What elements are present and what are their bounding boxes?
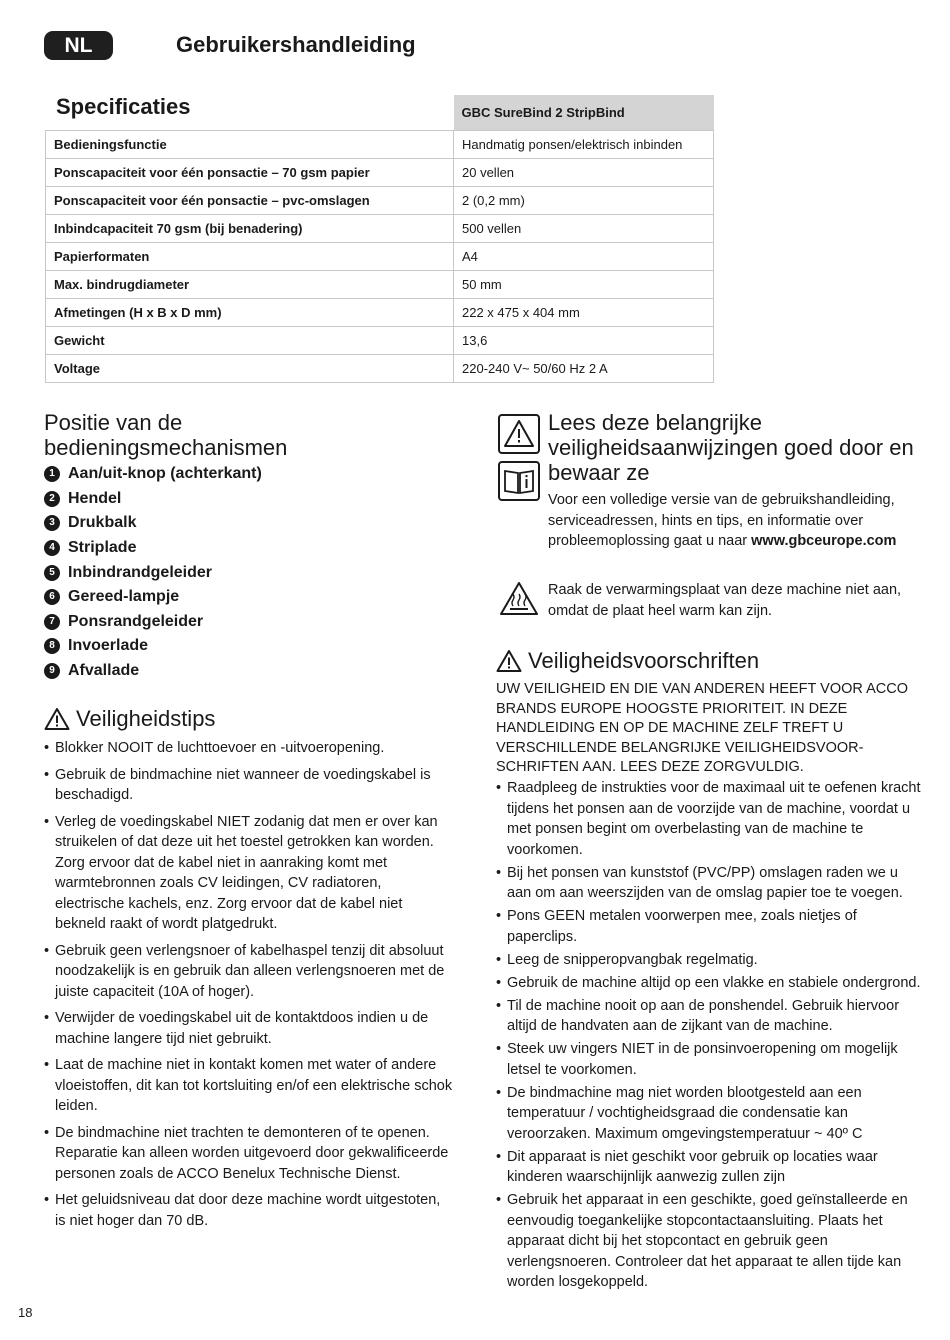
heat-warning-text: Raak de verwarmingsplaat van deze machine niet aan, omdat de plaat heel warm kan zijn.	[548, 582, 902, 619]
rule-item: • Gebruik het apparaat in een geschikte, goed geïnstalleerde en eenvoudig toegankelijke stopcontactaansluiting. Plaats het apparaat dicht bij het stopcontact en gebruik geen verlengsnoeren. Controleer dat het apparaat te allen tijde kan worden losgekoppeld.	[496, 1190, 926, 1293]
spec-label: Ponscapaciteit voor één ponsactie – pvc-omslagen	[46, 187, 454, 215]
control-number: 4	[44, 540, 60, 556]
control-label: Striplade	[68, 539, 137, 557]
tips-heading	[44, 706, 215, 732]
spec-row	[46, 131, 714, 159]
tip-item: • De bindmachine niet trachten te demonteren of te openen. Reparatie kan alleen worden uitgevoerd door gekwalificeerde personen zoals de ACCO Benelux Technische Dienst.	[44, 1123, 454, 1185]
rules-list	[496, 778, 926, 1295]
control-item	[44, 511, 262, 536]
spec-label: Papierformaten	[46, 243, 454, 271]
control-number: 3	[44, 515, 60, 531]
control-number: 5	[44, 565, 60, 581]
spec-row	[46, 215, 714, 243]
spec-label: Voltage	[46, 355, 454, 383]
hot-surface-icon	[498, 580, 540, 618]
spec-label: Afmetingen (H x B x D mm)	[46, 299, 454, 327]
control-item	[44, 462, 262, 487]
spec-row	[46, 327, 714, 355]
spec-value: 220-240 V~ 50/60 Hz 2 A	[454, 355, 714, 383]
tip-item: • Het geluidsniveau dat door deze machine wordt uitgestoten, is niet hoger dan 70 dB.	[44, 1190, 454, 1231]
control-item	[44, 634, 262, 659]
spec-value: 50 mm	[454, 271, 714, 299]
warning-icon	[44, 707, 70, 731]
control-item	[44, 659, 262, 684]
controls-title-line2: bedieningsmechanismen	[44, 435, 288, 460]
control-number: 7	[44, 614, 60, 630]
control-label: Afvallade	[68, 662, 140, 680]
control-number: 2	[44, 491, 60, 507]
controls-title-line1: Positie van de	[44, 410, 183, 435]
spec-value: 2 (0,2 mm)	[454, 187, 714, 215]
rules-title: Veiligheidsvoorschriften	[528, 648, 760, 673]
rule-item: • Pons GEEN metalen voorwerpen mee, zoals nietjes of paperclips.	[496, 906, 926, 947]
warning-box-icon	[498, 414, 540, 454]
spec-model: GBC SureBind 2 StripBind	[454, 95, 714, 131]
rules-heading	[496, 648, 759, 674]
spec-value: 222 x 475 x 404 mm	[454, 299, 714, 327]
read-body-text: Voor een volledige versie van de gebruikshandleiding, serviceadressen, hints en tips, en informatie over probleemoplossing gaat u naar	[548, 492, 895, 549]
read-instructions-title: Lees deze belangrijke veiligheidsaanwijzingen goed door en bewaar ze	[548, 410, 914, 485]
spec-rows	[46, 131, 714, 383]
spec-row	[46, 299, 714, 327]
spec-label: Gewicht	[46, 327, 454, 355]
rule-item: • Leeg de snipperopvangbak regelmatig.	[496, 950, 926, 971]
spec-value: 500 vellen	[454, 215, 714, 243]
spec-title: Specificaties	[56, 94, 191, 119]
control-item	[44, 560, 262, 585]
spec-label: Max. bindrugdiameter	[46, 271, 454, 299]
spec-label: Bedieningsfunctie	[46, 131, 454, 159]
tip-item: • Gebruik geen verlengsnoer of kabelhaspel tenzij dit absoluut noodzakelijk is en gebruik dan alleen verlengsnoeren met de juiste capaciteit (10A of hoger).	[44, 941, 454, 1003]
control-item	[44, 487, 262, 512]
spec-row	[46, 271, 714, 299]
spec-row	[46, 187, 714, 215]
website-link[interactable]: www.gbceurope.com	[751, 533, 897, 549]
tip-item: • Verleg de voedingskabel NIET zodanig dat men er over kan struikelen of dat deze uit het toestel getrokken kan worden. Zorg ervoor dat de kabel niet in aanraking komt met warmtebronnen zoals CV leidingen, CV radiatoren, electrische kachels, enz. Zorg ervoor dat de kabel niet bekneld raakt of wordt platgedrukt.	[44, 812, 454, 935]
spec-value: 20 vellen	[454, 159, 714, 187]
control-item	[44, 536, 262, 561]
language-badge: NL	[44, 31, 113, 60]
spec-value: A4	[454, 243, 714, 271]
rule-item: • Til de machine nooit op aan de ponshendel. Gebruik hiervoor altijd de handvaten aan de zijkant van de machine.	[496, 996, 926, 1037]
control-number: 9	[44, 663, 60, 679]
tip-item: • Laat de machine niet in kontakt komen met water of andere vloeistoffen, dit kan tot kortsluiting en/of een elektrische schok leiden.	[44, 1055, 454, 1117]
rules-intro: UW VEILIGHEID EN DIE VAN ANDEREN HEEFT VOOR ACCO BRANDS EUROPE HOOGSTE PRIORITEIT. IN DEZE HANDLEIDING EN OP DE MACHINE ZELF TREFT U VERSCHILLENDE BELANGRIJKE VEILIGHEIDSVOOR-SCHRIFTEN AAN. LEES DEZE ZORGVULDIG.	[496, 681, 908, 775]
spec-label: Ponscapaciteit voor één ponsactie – 70 gsm papier	[46, 159, 454, 187]
spec-value: Handmatig ponsen/elektrisch inbinden	[454, 131, 714, 159]
control-label: Hendel	[68, 489, 122, 507]
manual-icon	[498, 461, 540, 501]
control-label: Ponsrandgeleider	[68, 612, 204, 630]
read-instructions-body	[548, 490, 928, 552]
rule-item: • Bij het ponsen van kunststof (PVC/PP) omslagen raden we u aan om aan weerszijden van de omslag papier toe te voegen.	[496, 863, 926, 904]
control-label: Invoerlade	[68, 637, 149, 655]
spec-table	[45, 95, 714, 383]
control-number: 6	[44, 589, 60, 605]
control-item	[44, 585, 262, 610]
rule-item: • Dit apparaat is niet geschikt voor gebruik op locaties waar kinderen waarschijnlijk aanwezig zullen zijn	[496, 1147, 926, 1188]
control-label: Drukbalk	[68, 514, 137, 532]
document-title: Gebruikershandleiding	[176, 32, 416, 57]
warning-icon	[496, 649, 522, 673]
rule-item: • Gebruik de machine altijd op een vlakke en stabiele ondergrond.	[496, 973, 926, 994]
tip-item: • Blokker NOOIT de luchttoevoer en -uitvoeropening.	[44, 738, 454, 759]
controls-title	[44, 410, 287, 460]
control-number: 8	[44, 638, 60, 654]
rule-item: • De bindmachine mag niet worden blootgesteld aan een temperatuur / vochtigheidsgraad die condensatie kan veroorzaken. Maximum omgevingstemperatuur ~ 40º C	[496, 1083, 926, 1145]
tip-item: • Gebruik de bindmachine niet wanneer de voedingskabel is beschadigd.	[44, 765, 454, 806]
control-item	[44, 610, 262, 635]
control-number: 1	[44, 466, 60, 482]
rule-item: • Steek uw vingers NIET in de ponsinvoeropening om mogelijk letsel te voorkomen.	[496, 1039, 926, 1080]
page-number: 18	[18, 1305, 33, 1320]
spec-row	[46, 243, 714, 271]
controls-list	[44, 462, 262, 683]
control-label: Aan/uit-knop (achterkant)	[68, 465, 262, 483]
tip-item: • Verwijder de voedingskabel uit de kontaktdoos indien u de machine langere tijd niet gebruikt.	[44, 1008, 454, 1049]
tips-title: Veiligheidstips	[76, 706, 216, 731]
rule-item: • Raadpleeg de instrukties voor de maximaal uit te oefenen kracht tijdens het ponsen aan de voorzijde van de machine, voordat u met ponsen begint om overbelasting van de machine te voorkomen.	[496, 778, 926, 860]
tips-list	[44, 738, 454, 1237]
spec-row	[46, 355, 714, 383]
spec-label: Inbindcapaciteit 70 gsm (bij benadering)	[46, 215, 454, 243]
spec-row	[46, 159, 714, 187]
control-label: Gereed-lampje	[68, 588, 180, 606]
spec-value: 13,6	[454, 327, 714, 355]
control-label: Inbindrandgeleider	[68, 563, 213, 581]
